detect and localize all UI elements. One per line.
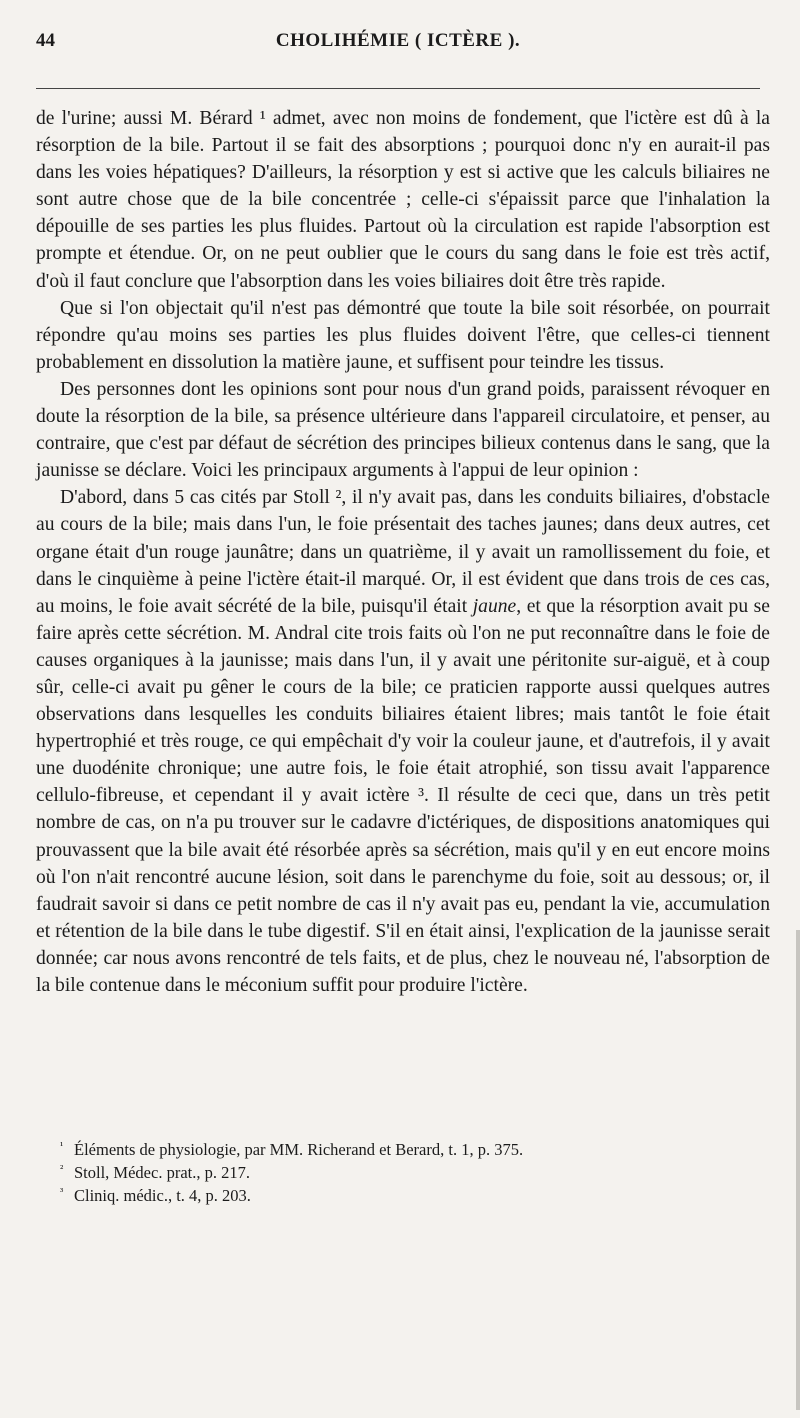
footnote-mark: ¹ xyxy=(60,1140,64,1152)
header-rule xyxy=(36,88,760,89)
paragraph-4 xyxy=(36,484,770,999)
page-header xyxy=(36,30,760,60)
page-edge-shadow xyxy=(796,930,800,1410)
italic-word: jaune xyxy=(472,595,517,617)
footnote-text: Cliniq. médic., t. 4, p. 203. xyxy=(74,1186,251,1205)
running-head: CHOLIHÉMIE ( ICTÈRE ). xyxy=(275,30,521,51)
paragraph-4-part-2: , et que la résorption avait pu se faire après cette sécrétion. M. Andral cite trois faits où l'on ne put reconnaître dans le foie de causes organiques à la jaunisse; mais dans l'un, il y avait une péritonite sur-aiguë, et à coup sûr, celle-ci avait pu gêner le cours de la bile; ce praticien rapporte aussi quelques autres observations dans lesquelles les conduits biliaires étaient libres; mais tantôt le foie était hypertrophié et très rouge, ce qui empêchait d'y voir la couleur jaune, et d'autrefois, il y avait une duodénite chronique; une autre fois, le foie était atrophié, son tissu avait l'apparence cellulo-fibreuse, et cependant il y avait ictère ³. Il résulte de ceci que, dans un très petit nombre de cas, on n'a pu trouver sur le cadavre d'ictériques, de dispositions anatomiques qui prouvassent que la bile avait été résorbée après sa sécrétion, mais qu'il y en eut encore moins où l'on n'ait rencontré aucune lésion, soit dans le parenchyme du foie, soit au dessous; or, il faudrait savoir si dans ce petit nombre de cas il n'y avait pas eu, pendant la vie, accumulation et rétention de la bile dans le tube digestif. S'il en était ainsi, l'explication de la jaunisse serait donnée; car nous avons rencontré de tels faits, et de plus, chez le nouveau né, l'absorption de la bile contenue dans le méconium suffit pour produire l'ictère. xyxy=(36,595,770,996)
paragraph-3: Des personnes dont les opinions sont pour nous d'un grand poids, paraissent révoquer en doute la résorption de la bile, sa présence ultérieure dans l'appareil circulatoire, et penser, au contraire, que c'est par défaut de sécrétion des principes bilieux contenus dans le sang, que la jaunisse se déclare. Voici les principaux arguments à l'appui de leur opinion : xyxy=(36,378,770,482)
footnote-2 xyxy=(36,1161,770,1184)
paragraph-2: Que si l'on objectait qu'il n'est pas démontré que toute la bile soit résorbée, on pourrait répondre qu'au moins ses parties les plus fluides doivent l'être, que celles-ci tiennent probablement en dissolution la matière jaune, et suffisent pour teindre les tissus. xyxy=(36,297,770,373)
footnotes xyxy=(36,1138,770,1207)
footnote-mark: ² xyxy=(60,1163,64,1175)
footnote-1 xyxy=(36,1138,770,1161)
paragraph-1: de l'urine; aussi M. Bérard ¹ admet, avec non moins de fondement, que l'ictère est dû à la résorption de la bile. Partout il se fait des absorptions ; pourquoi donc n'y en aurait-il pas dans les voies hépatiques? D'ailleurs, la résorption y est si active que les calculs biliaires ne sont autre chose que de la bile concentrée ; celle-ci s'épaissit parce que l'inhalation la dépouille de ses parties les plus fluides. Partout où la circulation est rapide l'absorption est prompte et étendue. Or, on ne peut oublier que le cours du sang dans le foie est très actif, d'où il faut conclure que l'absorption dans les voies biliaires doit être très rapide. xyxy=(36,108,770,292)
page-number: 44 xyxy=(36,30,55,51)
body-text xyxy=(36,105,770,999)
footnote-text: Éléments de physiologie, par MM. Richerand et Berard, t. 1, p. 375. xyxy=(74,1140,524,1159)
footnote-mark: ³ xyxy=(60,1186,64,1198)
footnote-text: Stoll, Médec. prat., p. 217. xyxy=(74,1163,250,1182)
paragraph-4-part-1: D'abord, dans 5 cas cités par Stoll ², il n'y avait pas, dans les conduits biliaires, d'obstacle au cours de la bile; mais dans l'un, le foie présentait des taches jaunes; dans deux autres, cet organe était d'un rouge jaunâtre; dans un quatrième, il y avait un ramollissement du foie, et dans le cinquième à peine l'ictère était-il marqué. Or, il est évident que dans trois de ces cas, au moins, le foie avait sécrété de la bile, puisqu'il était xyxy=(36,487,770,617)
footnote-3 xyxy=(36,1184,770,1207)
